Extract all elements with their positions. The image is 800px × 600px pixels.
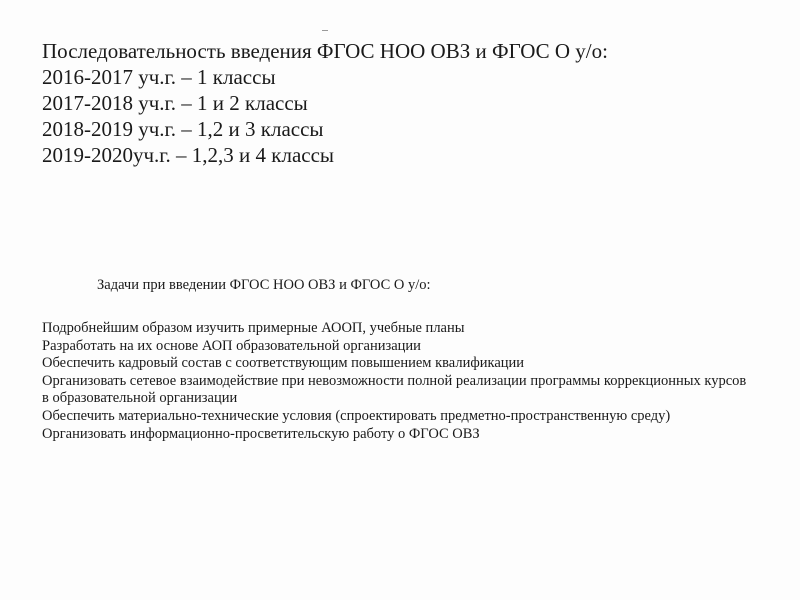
sequence-year-line: 2017-2018 уч.г. – 1 и 2 классы <box>42 91 308 115</box>
tasks-list <box>42 320 754 443</box>
task-item: Подробнейшим образом изучить примерные АООП, учебные планы <box>42 320 465 336</box>
task-item: Организовать информационно-просветительскую работу о ФГОС ОВЗ <box>42 425 480 442</box>
task-item: Разработать на их основе АОП образовательной организации <box>42 337 421 354</box>
sequence-title: Последовательность введения ФГОС НОО ОВЗ и ФГОС О у/о: <box>42 39 608 63</box>
task-item: Организовать сетевое взаимодействие при невозможности полной реализации программы коррекционных курсов в образовательной организации <box>42 372 747 407</box>
tasks-heading: Задачи при введении ФГОС НОО ОВЗ и ФГОС О у/о: <box>97 277 431 293</box>
task-item: Обеспечить кадровый состав с соответствующим повышением квалификации <box>42 355 525 372</box>
sequence-year-line: 2016-2017 уч.г. – 1 классы <box>42 65 276 89</box>
sequence-year-line: 2019-2020уч.г. – 1,2,3 и 4 классы <box>42 143 335 167</box>
scan-mark <box>322 30 328 31</box>
sequence-year-line: 2018-2019 уч.г. – 1,2 и 3 классы <box>42 117 324 141</box>
task-item: Обеспечить материально-технические условия (спроектировать предметно-пространственную среду) <box>42 407 671 424</box>
sequence-block <box>42 38 608 168</box>
